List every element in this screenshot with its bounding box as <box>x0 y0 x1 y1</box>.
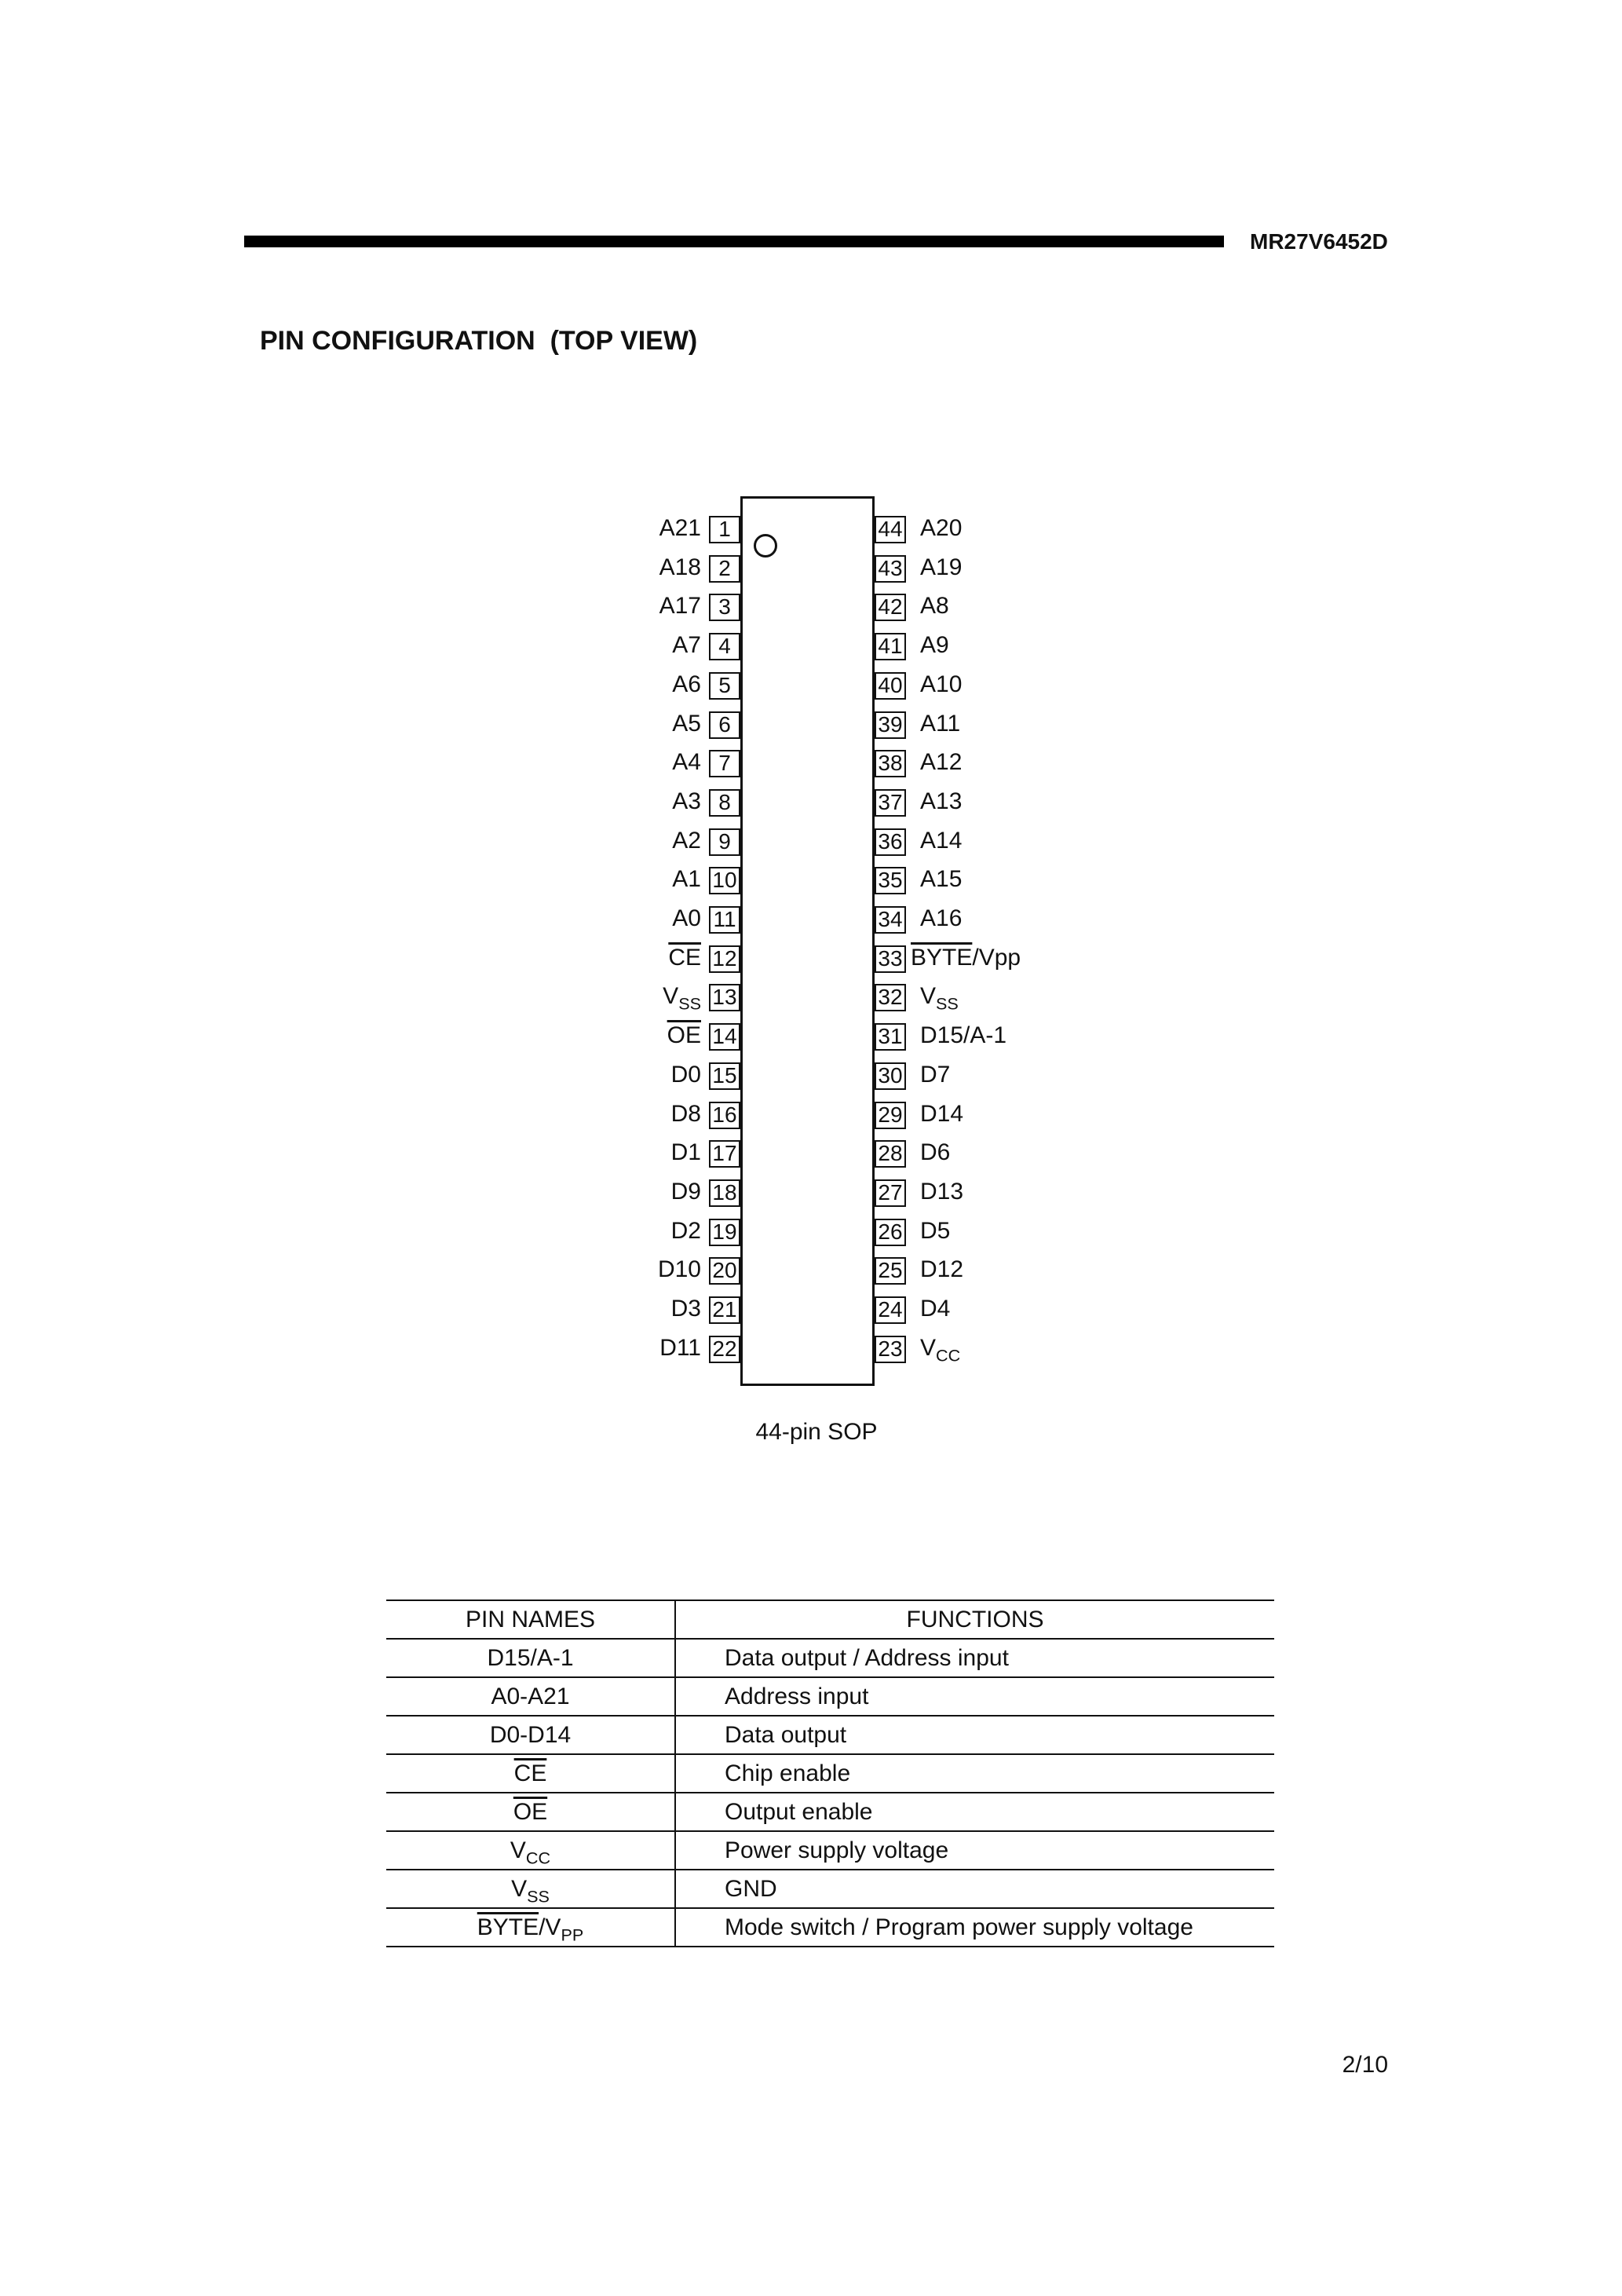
pin-number-box: 17 <box>709 1140 740 1168</box>
pin-name-cell <box>386 1831 675 1870</box>
pin-name-text: A2 <box>672 827 701 854</box>
table-row <box>386 1870 1274 1908</box>
pin-name-text: A16 <box>920 905 963 931</box>
pin1-index-mark <box>754 534 777 558</box>
pin-label <box>560 671 701 699</box>
pin-name-text: D15/A-1 <box>920 1022 1007 1049</box>
pin-number-box: 25 <box>875 1257 906 1285</box>
pin-label <box>560 982 701 1014</box>
pin-number-box: 29 <box>875 1102 906 1129</box>
pin-name-text: D13 <box>920 1178 964 1205</box>
pin-name-cell <box>386 1870 675 1908</box>
page-number: 2/10 <box>1342 2052 1388 2078</box>
pin-name-text: A17 <box>659 593 701 620</box>
pin-name-text: A7 <box>672 632 701 659</box>
pin-number-box: 6 <box>709 711 740 739</box>
table-row <box>386 1793 1274 1831</box>
pin-label <box>560 514 701 543</box>
pin-name-text: D5 <box>920 1217 951 1244</box>
pin-function-cell: Address input <box>675 1677 1274 1716</box>
pin-name-text: D0-D14 <box>489 1721 572 1748</box>
pin-name-text: V <box>510 1837 526 1863</box>
pin-number-box: 26 <box>875 1219 906 1246</box>
pin-label <box>560 554 701 582</box>
pin-label <box>920 1256 1109 1284</box>
pin-name-text: A12 <box>920 749 963 776</box>
pin-name-text: D4 <box>920 1296 951 1322</box>
pin-label <box>560 1022 701 1050</box>
pin-label <box>560 1139 701 1167</box>
pin-label <box>560 1178 701 1206</box>
pin-name-text: D8 <box>670 1100 701 1127</box>
pin-label <box>560 1100 701 1128</box>
pin-name-text: A14 <box>920 827 963 854</box>
pin-number-box: 37 <box>875 789 906 817</box>
pin-label <box>911 944 1099 972</box>
header-pin-names: PIN NAMES <box>386 1600 675 1639</box>
pin-name-cell <box>386 1793 675 1831</box>
pin-name-subscript: CC <box>936 1345 961 1366</box>
pin-function-cell: Chip enable <box>675 1754 1274 1793</box>
pin-number-box: 23 <box>875 1336 906 1363</box>
pin-number-box: 35 <box>875 867 906 894</box>
pin-name-text: $\overline{CE}$ <box>513 1760 547 1786</box>
pin-number-box: 2 <box>709 555 740 583</box>
pin-number-box: 39 <box>875 711 906 739</box>
pin-number-box: 44 <box>875 516 906 543</box>
pin-name-text: A8 <box>920 593 949 620</box>
pin-label <box>920 554 1109 582</box>
pin-name-text: V <box>511 1875 528 1902</box>
pin-label <box>560 827 701 855</box>
pin-name-text: D9 <box>670 1178 701 1205</box>
pin-label <box>920 671 1109 699</box>
pin-name-text: A21 <box>659 515 701 541</box>
pin-name-text: D14 <box>920 1100 964 1127</box>
pin-label <box>920 788 1109 816</box>
pin-name-suffix: /V <box>539 1914 561 1940</box>
table-row <box>386 1716 1274 1754</box>
pin-number-box: 3 <box>709 594 740 621</box>
pin-name-cell <box>386 1677 675 1716</box>
pin-label <box>920 748 1109 777</box>
chip-body <box>740 496 875 1386</box>
pin-number-box: 42 <box>875 594 906 621</box>
pin-name-text: A10 <box>920 671 963 697</box>
pin-number-box: 5 <box>709 672 740 700</box>
table-row <box>386 1908 1274 1947</box>
pin-number-box: 28 <box>875 1140 906 1168</box>
pin-label <box>560 1334 701 1362</box>
pin-name-text: A19 <box>920 554 963 580</box>
pin-number-box: 8 <box>709 789 740 817</box>
pin-name-text: BYTE <box>477 1914 539 1940</box>
pin-number-box: 12 <box>709 945 740 973</box>
pin-number-box: 34 <box>875 906 906 934</box>
pin-number-box: 30 <box>875 1062 906 1090</box>
pin-name-cell <box>386 1754 675 1793</box>
pin-name-text: A0-A21 <box>491 1683 570 1709</box>
header-rule <box>244 236 1224 247</box>
pin-name-text: D10 <box>657 1256 701 1283</box>
pin-label <box>920 982 1109 1014</box>
pin-label <box>920 1022 1109 1050</box>
pin-number-box: 1 <box>709 516 740 543</box>
pin-number-box: 27 <box>875 1179 906 1207</box>
pin-name-text: A3 <box>672 788 701 814</box>
table-row <box>386 1831 1274 1870</box>
table-row <box>386 1677 1274 1716</box>
pin-label <box>920 631 1109 660</box>
pin-name-text: A20 <box>920 515 963 541</box>
pin-name-text: D7 <box>920 1061 951 1088</box>
pin-label <box>560 788 701 816</box>
pin-number-box: 19 <box>709 1219 740 1246</box>
pin-function-cell: Data output <box>675 1716 1274 1754</box>
pin-number-box: 15 <box>709 1062 740 1090</box>
pin-number-box: 9 <box>709 828 740 856</box>
pin-name-text: $\overline{OE}$ <box>513 1798 548 1825</box>
pin-label <box>920 1100 1109 1128</box>
pin-name-text: A9 <box>920 632 949 659</box>
pin-table-body <box>386 1639 1274 1947</box>
pin-number-box: 33 <box>875 945 906 973</box>
pin-name-text: D6 <box>920 1139 951 1166</box>
pin-label <box>920 710 1109 738</box>
pin-number-box: 43 <box>875 555 906 583</box>
pin-label <box>920 865 1109 894</box>
pin-number-box: 14 <box>709 1023 740 1051</box>
pin-label <box>560 865 701 894</box>
pin-label <box>560 1061 701 1089</box>
pin-label <box>560 748 701 777</box>
pin-number-box: 18 <box>709 1179 740 1207</box>
pin-name-text: V <box>920 1334 937 1361</box>
pin-number-box: 10 <box>709 867 740 894</box>
pin-name-text: D15/A-1 <box>487 1644 574 1671</box>
pin-name-text: A13 <box>920 788 963 814</box>
pin-label <box>560 1295 701 1323</box>
pin-name-suffix-subscript: PP <box>561 1925 584 1945</box>
pin-label <box>920 1334 1109 1366</box>
pin-label <box>920 1139 1109 1167</box>
pin-label <box>560 905 701 933</box>
table-header-row <box>386 1600 1274 1639</box>
pin-label <box>560 710 701 738</box>
pin-name-text: D11 <box>659 1334 701 1361</box>
package-caption: 44-pin SOP <box>755 1419 878 1445</box>
pin-function-cell: Output enable <box>675 1793 1274 1831</box>
pin-function-cell: Data output / Address input <box>675 1639 1274 1677</box>
pin-name-subscript: CC <box>525 1848 551 1868</box>
pin-number-box: 11 <box>709 906 740 934</box>
pin-name-text: D1 <box>670 1139 701 1166</box>
pin-label <box>920 1217 1109 1245</box>
pin-name-cell <box>386 1908 675 1947</box>
pin-label <box>920 514 1109 543</box>
pin-label <box>560 631 701 660</box>
pin-name-subscript: SS <box>678 993 701 1014</box>
pin-number-box: 40 <box>875 672 906 700</box>
pin-name-text: D0 <box>670 1061 701 1088</box>
pin-number-box: 24 <box>875 1296 906 1324</box>
pin-number-box: 32 <box>875 984 906 1011</box>
table-row <box>386 1639 1274 1677</box>
pin-name-cell <box>386 1716 675 1754</box>
table-row <box>386 1754 1274 1793</box>
pin-number-box: 36 <box>875 828 906 856</box>
pin-label <box>560 592 701 620</box>
pin-function-cell: Mode switch / Program power supply voltage <box>675 1908 1274 1947</box>
pin-name-text: A5 <box>672 710 701 737</box>
pin-label <box>560 1256 701 1284</box>
pin-name-text: A15 <box>920 866 963 893</box>
pin-number-box: 31 <box>875 1023 906 1051</box>
pin-name-text: A11 <box>920 710 961 737</box>
pin-number-box: 22 <box>709 1336 740 1363</box>
pin-name-text: A1 <box>672 866 701 893</box>
pin-name-text: V <box>663 983 679 1010</box>
pin-number-box: 20 <box>709 1257 740 1285</box>
pin-names-table <box>386 1600 1274 1947</box>
pin-name-text: D2 <box>670 1217 701 1244</box>
part-number: MR27V6452D <box>1250 229 1388 254</box>
pin-name-text: A4 <box>672 749 701 776</box>
pin-name-text: A0 <box>672 905 701 931</box>
section-title: PIN CONFIGURATION (TOP VIEW) <box>260 326 698 356</box>
pin-name-text: A18 <box>659 554 701 580</box>
pin-name-text: $\overline{CE}$ <box>668 944 701 971</box>
header-functions: FUNCTIONS <box>675 1600 1274 1639</box>
pin-number-box: 41 <box>875 633 906 660</box>
pin-number-box: 21 <box>709 1296 740 1324</box>
pin-name-text: V <box>920 983 937 1010</box>
pin-label <box>920 1295 1109 1323</box>
pin-label <box>560 944 701 972</box>
pin-number-box: 13 <box>709 984 740 1011</box>
pin-function-cell: GND <box>675 1870 1274 1908</box>
pin-number-box: 38 <box>875 750 906 777</box>
pin-label <box>920 905 1109 933</box>
pin-name-subscript: SS <box>936 993 959 1014</box>
pin-number-box: 16 <box>709 1102 740 1129</box>
pin-name-cell <box>386 1639 675 1677</box>
pin-name-text: D3 <box>670 1296 701 1322</box>
pin-label <box>920 1061 1109 1089</box>
pin-name-text: D12 <box>920 1256 964 1283</box>
pin-number-box: 4 <box>709 633 740 660</box>
pin-label <box>560 1217 701 1245</box>
pin-name-text: A6 <box>672 671 701 697</box>
pin-name-subscript: SS <box>527 1886 550 1907</box>
pin-name-text: $\overline{OE}$ <box>667 1022 701 1049</box>
pin-label <box>920 827 1109 855</box>
pin-function-cell: Power supply voltage <box>675 1831 1274 1870</box>
pin-label <box>920 1178 1109 1206</box>
pin-label <box>920 592 1109 620</box>
pin-name-text: BYTE <box>911 944 973 971</box>
pin-number-box: 7 <box>709 750 740 777</box>
pin-name-suffix: /Vpp <box>972 944 1021 971</box>
